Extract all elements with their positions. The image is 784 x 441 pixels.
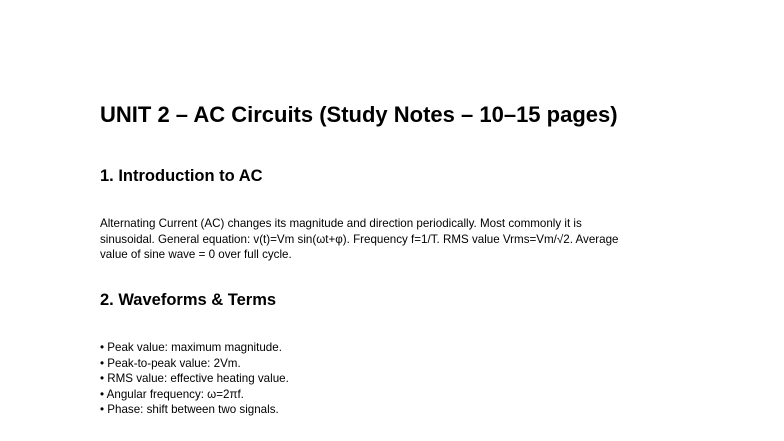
list-item: • Peak-to-peak value: 2Vm. bbox=[100, 356, 241, 370]
document-title: UNIT 2 – AC Circuits (Study Notes – 10–15 pages) bbox=[100, 102, 618, 127]
list-item: • Peak value: maximum magnitude. bbox=[100, 341, 282, 354]
waveform-terms-list bbox=[100, 340, 289, 418]
section-heading-waveforms: 2. Waveforms & Terms bbox=[100, 291, 277, 309]
list-item: • Phase: shift between two signals. bbox=[100, 403, 279, 416]
list-item: • Angular frequency: ω=2πf. bbox=[100, 387, 244, 401]
paragraph-line: Alternating Current (AC) changes its magnitude and direction periodically. Most commonly it is bbox=[100, 217, 582, 230]
section-heading-introduction: 1. Introduction to AC bbox=[100, 167, 263, 185]
introduction-paragraph bbox=[100, 216, 690, 263]
paragraph-line: sinusoidal. General equation: v(t)=Vm sin(ωt+φ). Frequency f=1/T. RMS value Vrms=Vm/√2. Average bbox=[100, 232, 619, 246]
paragraph-line: value of sine wave = 0 over full cycle. bbox=[100, 248, 292, 261]
list-item: • RMS value: effective heating value. bbox=[100, 372, 289, 385]
